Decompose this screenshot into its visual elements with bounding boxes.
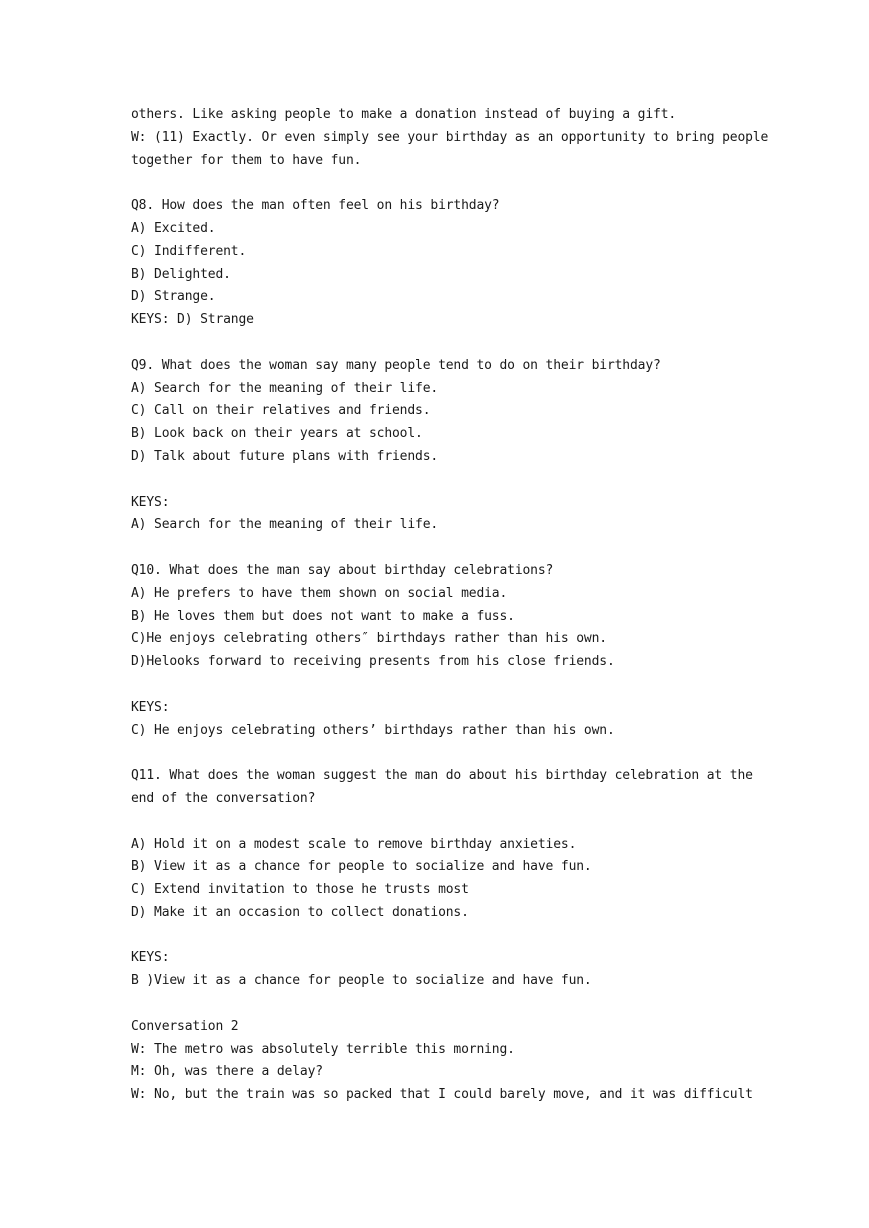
q11-option: A) Hold it on a modest scale to remove birthday anxieties. (131, 836, 577, 852)
q10-option: C)He enjoys celebrating others″ birthdays rather than his own. (131, 631, 607, 647)
q8-key: KEYS: D) Strange (131, 312, 254, 328)
conversation-line: M: Oh, was there a delay? (131, 1064, 323, 1080)
blank-line (131, 993, 751, 1016)
q11-question: end of the conversation? (131, 790, 316, 806)
q9-option: A) Search for the meaning of their life. (131, 380, 439, 396)
q9-option: D) Talk about future plans with friends. (131, 448, 439, 464)
conversation-title: Conversation 2 (131, 1018, 239, 1034)
q10-option: D)Helooks forward to receiving presents from his close friends. (131, 654, 615, 670)
q8-option: C) Indifferent. (131, 243, 247, 259)
intro-line: others. Like asking people to make a donation instead of buying a gift. (131, 107, 677, 122)
conversation-line: W: No, but the train was so packed that I could barely move, and it was difficult (131, 1087, 753, 1103)
document-page (131, 104, 769, 1107)
blank-line (131, 925, 751, 948)
blank-line (131, 172, 751, 195)
q8-question: Q8. How does the man often feel on his birthday? (131, 198, 500, 214)
q11-option: D) Make it an occasion to collect donations. (131, 904, 469, 920)
conversation-line: W: The metro was absolutely terrible this morning. (131, 1041, 515, 1057)
blank-line (131, 674, 751, 697)
blank-line (131, 811, 751, 834)
blank-line (131, 469, 751, 492)
blank-line (131, 742, 751, 765)
q9-option: B) Look back on their years at school. (131, 426, 423, 442)
q9-question: Q9. What does the woman say many people tend to do on their birthday? (131, 357, 661, 373)
q10-option: B) He loves them but does not want to make a fuss. (131, 608, 515, 624)
q8-option: A) Excited. (131, 220, 216, 236)
q11-keys-label: KEYS: (131, 950, 170, 966)
q10-question: Q10. What does the man say about birthday celebrations? (131, 562, 554, 578)
q8-option: D) Strange. (131, 289, 216, 305)
blank-line (131, 537, 751, 560)
q11-option: B) View it as a chance for people to socialize and have fun. (131, 859, 592, 875)
q9-key: A) Search for the meaning of their life. (131, 517, 439, 533)
blank-line (131, 332, 751, 355)
q10-option: A) He prefers to have them shown on social media. (131, 585, 508, 601)
q10-keys-label: KEYS: (131, 699, 170, 715)
intro-line: together for them to have fun. (131, 152, 362, 168)
q10-key: C) He enjoys celebrating others’ birthdays rather than his own. (131, 722, 615, 738)
q9-keys-label: KEYS: (131, 494, 170, 510)
q9-option: C) Call on their relatives and friends. (131, 403, 431, 419)
q11-option: C) Extend invitation to those he trusts most (131, 882, 469, 898)
q11-question: Q11. What does the woman suggest the man do about his birthday celebration at the (131, 768, 753, 784)
q11-key: B )View it as a chance for people to socialize and have fun. (131, 973, 592, 989)
q8-option: B) Delighted. (131, 266, 231, 282)
intro-line: W: (11) Exactly. Or even simply see your birthday as an opportunity to bring people (131, 129, 769, 145)
